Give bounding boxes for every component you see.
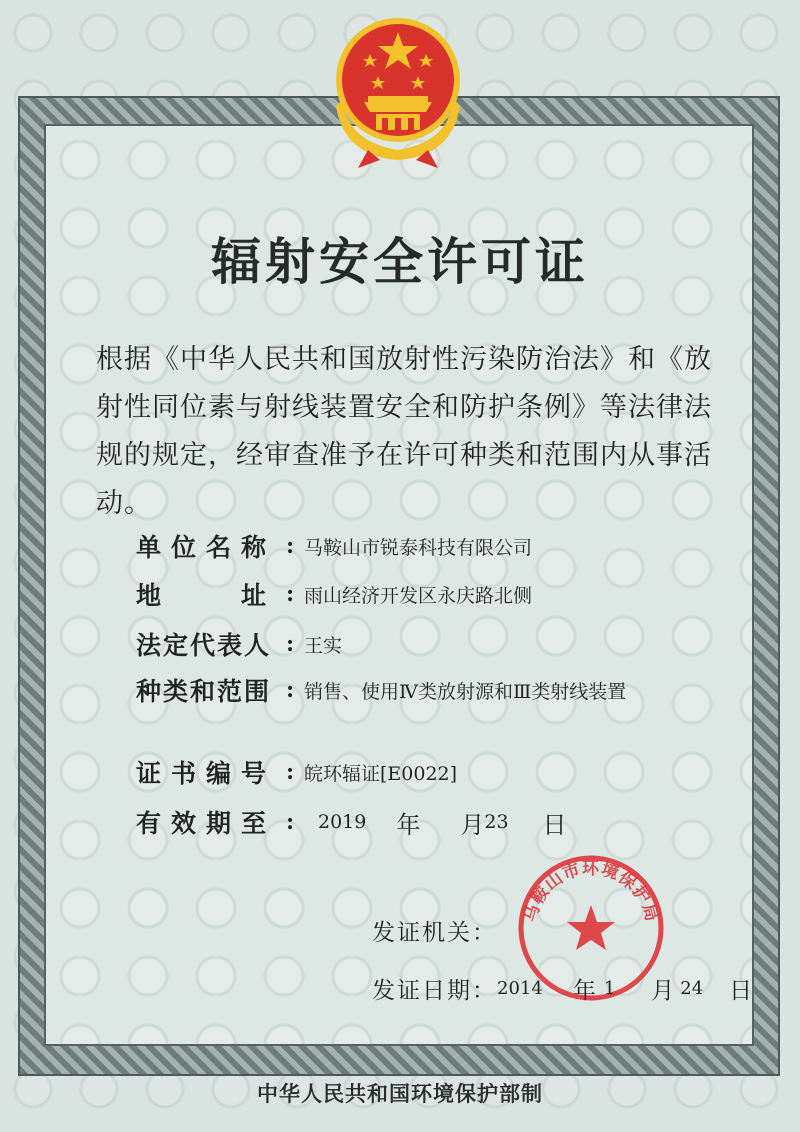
colon: : — [286, 759, 295, 785]
field-scope — [136, 670, 626, 710]
field-certificate-number — [136, 752, 457, 792]
field-valid-until — [136, 802, 567, 842]
field-value: 皖环辐证[E0022] — [304, 762, 458, 785]
field-label-text: 有 效 期 至 — [136, 809, 268, 838]
issue-day-unit: 日 — [729, 978, 755, 1004]
field-label-text: 单 位 名 称 — [136, 533, 268, 562]
colon: : — [286, 631, 295, 657]
field-value: 销售、使用Ⅳ类放射源和Ⅲ类射线装置 — [304, 680, 627, 703]
issue-year-unit: 年 — [572, 978, 598, 1004]
issue-month-unit: 月 — [651, 978, 677, 1004]
field-value: 雨山经济开发区永庆路北侧 — [304, 584, 533, 607]
issue-day: 24 — [680, 978, 704, 999]
valid-day-unit: 日 — [542, 810, 567, 839]
valid-year: 2019 — [318, 811, 367, 833]
field-value: 王实 — [304, 634, 343, 657]
field-label: 法定代表人 — [136, 631, 272, 660]
valid-year-unit: 年 — [396, 810, 421, 839]
field-label — [136, 804, 286, 840]
issuing-ministry-footer: 中华人民共和国环境保护部制 — [257, 1082, 543, 1106]
issuer-label: 发证机关： — [372, 920, 497, 946]
colon: : — [286, 809, 295, 835]
issue-year: 2014 — [497, 978, 543, 999]
field-label-text: 证 书 编 号 — [136, 759, 268, 788]
issue-date — [372, 972, 754, 1005]
certificate-title: 辐射安全许可证 — [211, 232, 589, 291]
field-legal-representative — [136, 624, 342, 664]
issue-date-label: 发证日期： — [372, 978, 497, 1004]
valid-day: 23 — [484, 811, 509, 833]
field-address — [136, 574, 532, 614]
national-emblem-icon — [328, 10, 468, 170]
field-value: 马鞍山市锐泰科技有限公司 — [304, 536, 533, 559]
field-label — [136, 576, 286, 612]
colon: : — [286, 677, 295, 703]
colon: : — [286, 581, 295, 607]
svg-text:马鞍山市环境保护局: 马鞍山市环境保护局 — [520, 858, 662, 925]
field-unit-name — [136, 526, 532, 566]
field-label: 种类和范围 — [136, 677, 272, 706]
field-label-text: 地 址 — [136, 581, 268, 610]
field-label — [136, 528, 286, 564]
valid-month-unit: 月 — [460, 810, 485, 839]
certificate-preamble: 根据《中华人民共和国放射性污染防治法》和《放射性同位素与射线装置安全和防护条例》等法律法规的规定，经审查准予在许可种类和范围内从事活动。 — [96, 344, 712, 519]
issue-month: 1 — [603, 978, 616, 999]
field-label — [136, 754, 286, 790]
colon: : — [286, 533, 295, 559]
